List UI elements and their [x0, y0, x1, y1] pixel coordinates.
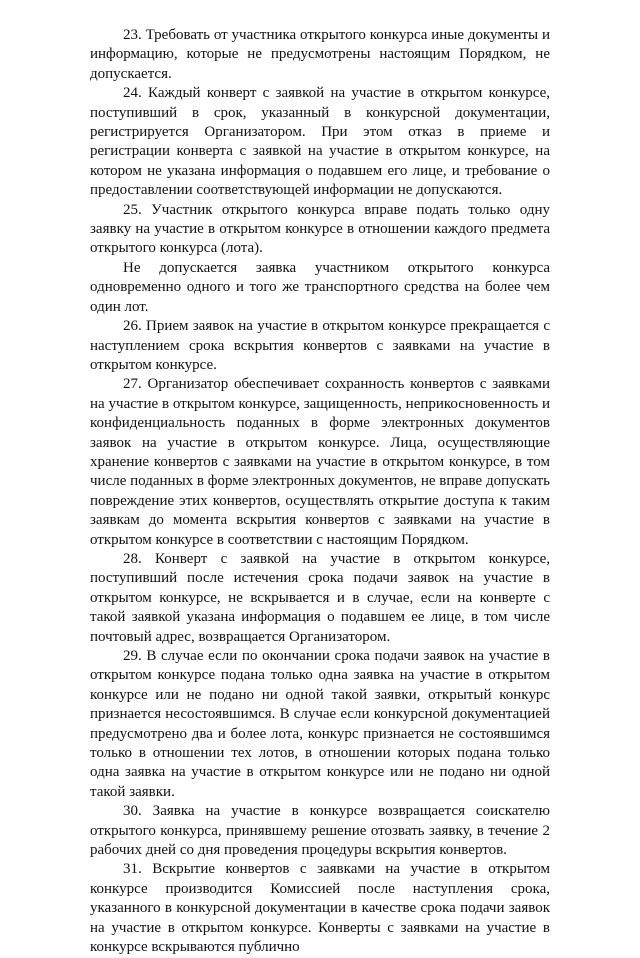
paragraph-24: 24. Каждый конверт с заявкой на участие в открытом конкурсе, поступивший в срок, указанный в конкурсной документации, регистрируется Организатором. При этом отказ в приеме и регистрации конверта с заявкой на участие в открытом конкурсе, на котором не указана информация о подавшем его лице, и требование о предоставлении соответствующей информации не допускаются.	[90, 85, 550, 199]
paragraph-27: 27. Организатор обеспечивает сохранность конвертов с заявками на участие в открытом конкурсе, защищенность, неприкосновенность и конфиденциальность поданных в форме электронных документов заявок на участие в открытом конкурсе. Лица, осуществляющие хранение конвертов с заявками на участие в открытом конкурсе, в том числе поданных в форме электронных документов, не вправе допускать повреждение этих конвертов, осуществлять открытие доступа к таким заявкам до момента вскрытия конвертов с заявками на участие в открытом конкурсе в соответствии с настоящим Порядком.	[90, 376, 550, 548]
paragraph-23: 23. Требовать от участника открытого конкурса иные документы и информацию, которые не предусмотрены настоящим Порядком, не допускается.	[90, 27, 550, 82]
paragraph-28: 28. Конверт с заявкой на участие в открытом конкурсе, поступивший после истечения срока подачи заявок на участие в открытом конкурсе, не вскрывается и в случае, если на конверте с такой заявкой указана информация о подавшем ее лице, в том числе почтовый адрес, возвращается Организатором.	[90, 550, 550, 645]
paragraph-25: 25. Участник открытого конкурса вправе подать только одну заявку на участие в открытом конкурсе в отношении каждого предмета открытого конкурса (лота).	[90, 201, 550, 257]
paragraph-25-note: Не допускается заявка участником открытого конкурса одновременно одного и того же транспортного средства на более чем один лот.	[90, 259, 550, 315]
paragraph-26: 26. Прием заявок на участие в открытом конкурсе прекращается с наступлением срока вскрытия конвертов с заявками на участие в открытом конкурсе.	[90, 318, 550, 373]
paragraph-29: 29. В случае если по окончании срока подачи заявок на участие в открытом конкурсе подана только одна заявка на участие в открытом конкурсе или не подано ни одной такой заявки, открытый конкурс признается несостоявшимся. В случае если конкурсной документацией предусмотрено два и более лота, конкурс признается не состоявшимся только в отношении тех лотов, в отношении которых подана только одна заявка на участие в открытом конкурсе или не подано ни одной такой заявки.	[90, 648, 550, 800]
paragraph-30: 30. Заявка на участие в конкурсе возвращается соискателю открытого конкурса, принявшему решение отозвать заявку, в течение 2 рабочих дней со дня проведения процедуры вскрытия конвертов.	[90, 803, 550, 859]
document-body	[90, 26, 550, 958]
paragraph-31: 31. Вскрытие конвертов с заявками на участие в открытом конкурсе производится Комиссией после наступления срока, указанного в конкурсной документации в качестве срока подачи заявок на участие в открытом конкурсе. Конверты с заявками на участие в конкурсе вскрываются публично	[90, 861, 550, 956]
